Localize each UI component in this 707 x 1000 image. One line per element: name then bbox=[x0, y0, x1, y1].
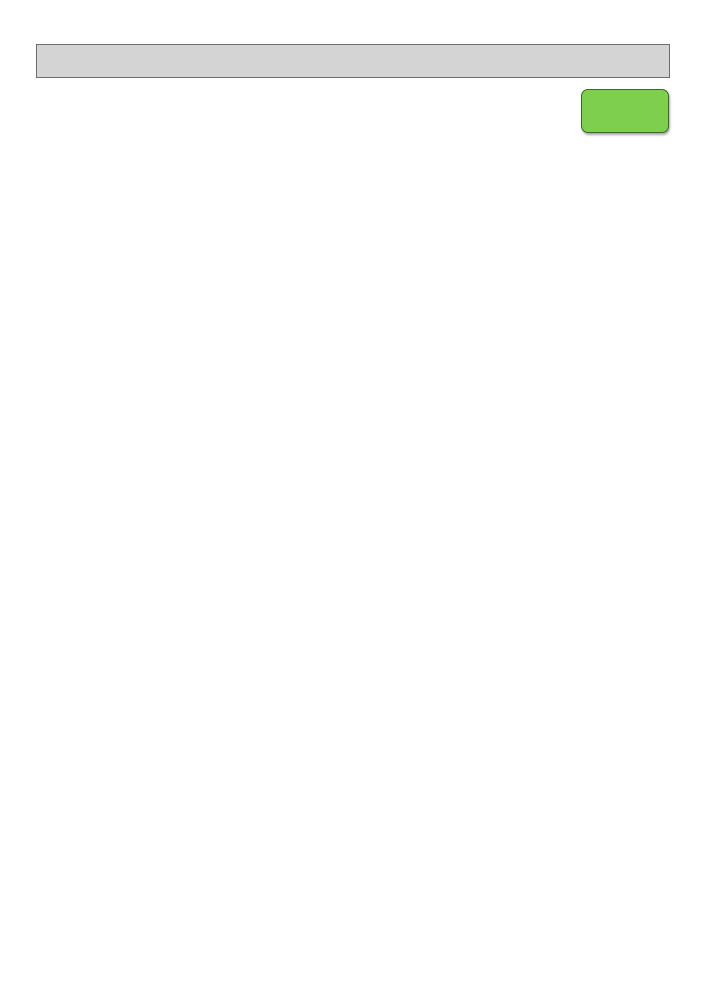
arrow-bullet-icon bbox=[62, 414, 74, 426]
arrow-bullet-icon bbox=[62, 138, 74, 150]
class-level-badge bbox=[581, 89, 669, 133]
arrow-bullet-icon bbox=[62, 526, 74, 538]
title-banner bbox=[36, 44, 670, 78]
